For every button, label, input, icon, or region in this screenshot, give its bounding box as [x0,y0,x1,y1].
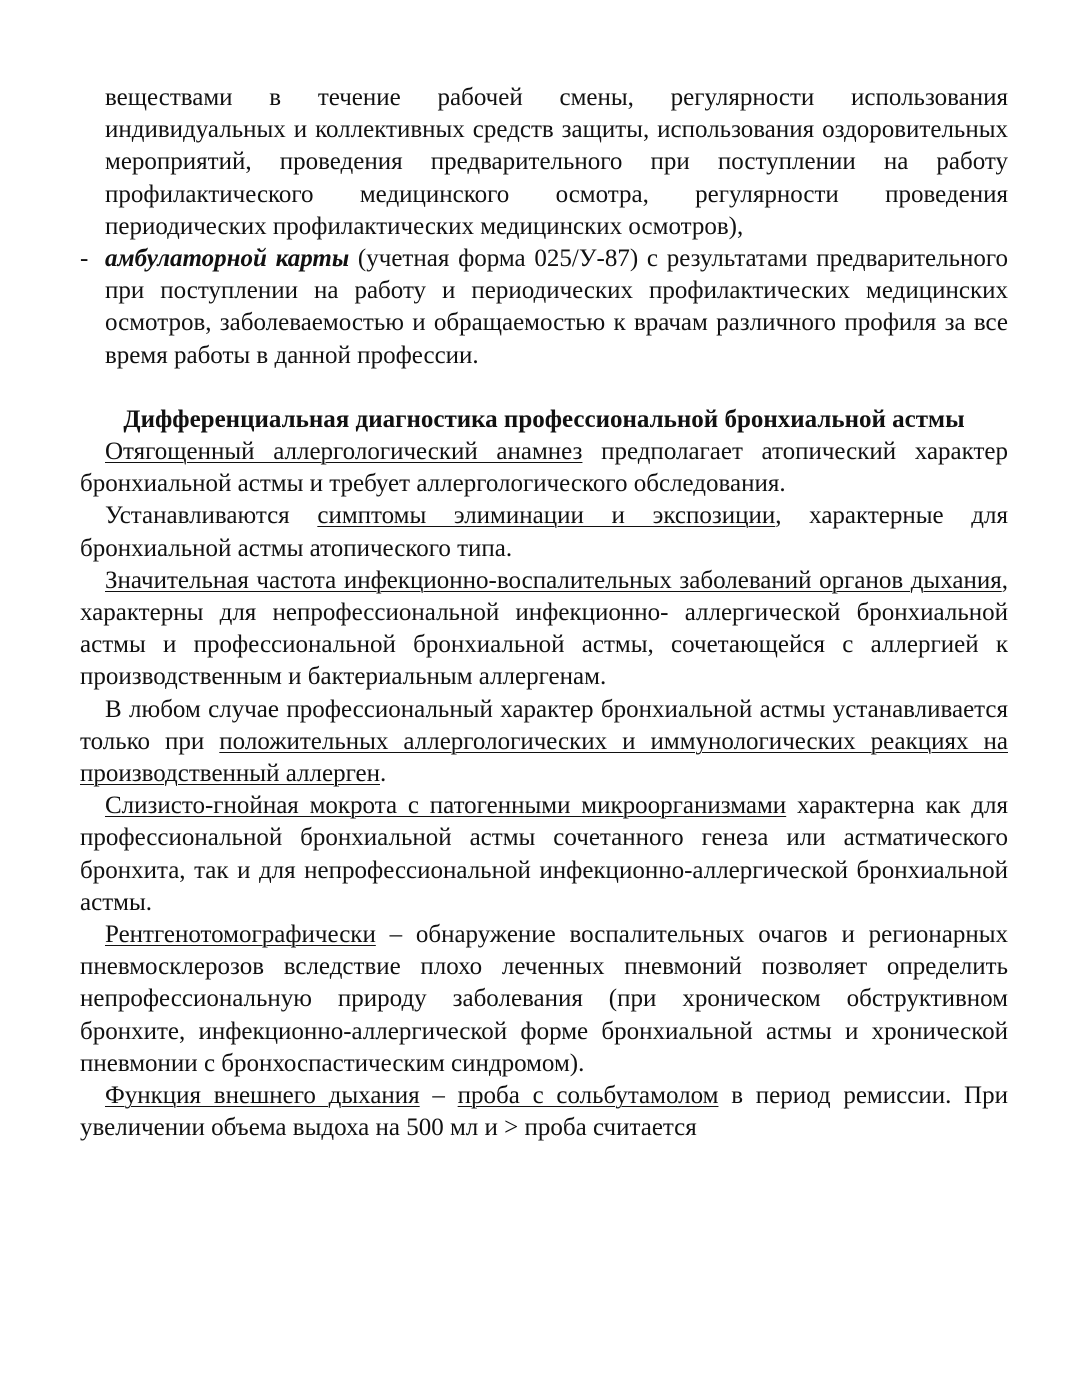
list-item-ambulatory-card [80,243,1008,372]
paragraph-elimination-symptoms [80,500,1008,564]
list-item-text: веществами в течение рабочей смены, регулярности использования индивидуальных и коллективных средств защиты, использования оздоровительных мероприятий, проведения предварительного при поступлении на работу профилактического медицинского осмотра, регулярности проведения периодических профилактических медицинских осмотров), [105,84,1008,240]
document-page [80,82,1008,1145]
paragraph-respiratory-function [80,1080,1008,1144]
paragraph-sputum [80,790,1008,919]
paragraph-text: . [380,760,387,788]
list-item-emphasis: амбулаторной карты [105,245,350,273]
paragraph-text: – [419,1082,458,1110]
paragraph-text: В любом случае профессиональный характер бронхиальной астмы устанавливается только при [80,695,1008,755]
paragraph-text: , характерные для бронхиальной астмы атопического типа. [80,502,1009,562]
section-heading: Дифференциальная диагностика профессиональной бронхиальной астмы [123,405,965,433]
paragraph-xray-tomography [80,919,1008,1080]
list-item-text: (учетная форма 025/У-87) с результатами предварительного при поступлении на работу и периодических профилактических медицинских осмотров, заболеваемостью и обращаемостью к врачам различного профиля за все время работы в данной профессии. [105,245,1008,369]
paragraph-infection-frequency [80,565,1008,694]
source-list [80,82,1008,372]
underlined-term: Слизисто-гнойная мокрота с патогенными микроорганизмами [105,792,787,820]
underlined-term: Отягощенный аллергологический анамнез [105,438,583,466]
list-bullet-dash: - [80,245,89,273]
paragraph-text: характерна как для профессиональной бронхиальной астмы сочетанного генеза или астматического бронхита, так и для непрофессиональной инфекционно-аллергической бронхиальной астмы. [80,792,1008,916]
paragraph-allergy-history [80,436,1008,500]
underlined-term: Значительная частота инфекционно-воспалительных заболеваний органов дыхания [105,566,1002,594]
underlined-term: Функция внешнего дыхания [105,1082,420,1110]
paragraph-text: в период ремиссии. При увеличении объема выдоха на 500 мл и > проба считается [80,1082,1008,1142]
paragraph-text: , характерны для непрофессиональной инфекционно- аллергической бронхиальной астмы и профессиональной бронхиальной астмы, сочетающейся с аллергией к производственным и бактериальным аллергенам. [80,566,1008,691]
paragraph-professional-character [80,694,1008,791]
underlined-term: Рентгенотомографически [105,921,376,949]
underlined-term: симптомы элиминации и экспозиции [317,502,776,530]
list-item-continuation [80,82,1008,243]
underlined-term: положительных аллергологических и иммунологических реакциях на производственный аллерген [80,727,1008,788]
paragraph-text: предполагает атопический характер бронхиальной астмы и требует аллергологического обследования. [80,438,1008,498]
underlined-term: проба с сольбутамолом [457,1082,719,1110]
paragraph-text: Устанавливаются [105,502,318,530]
paragraph-text: – обнаружение воспалительных очагов и регионарных пневмосклерозов вследствие плохо леченных пневмоний позволяет определить непрофессиональную природу заболевания (при хроническом обструктивном бронхите, инфекционно-аллергической форме бронхиальной астмы и хронической пневмонии с бронхоспастическим синдромом). [80,921,1008,1077]
